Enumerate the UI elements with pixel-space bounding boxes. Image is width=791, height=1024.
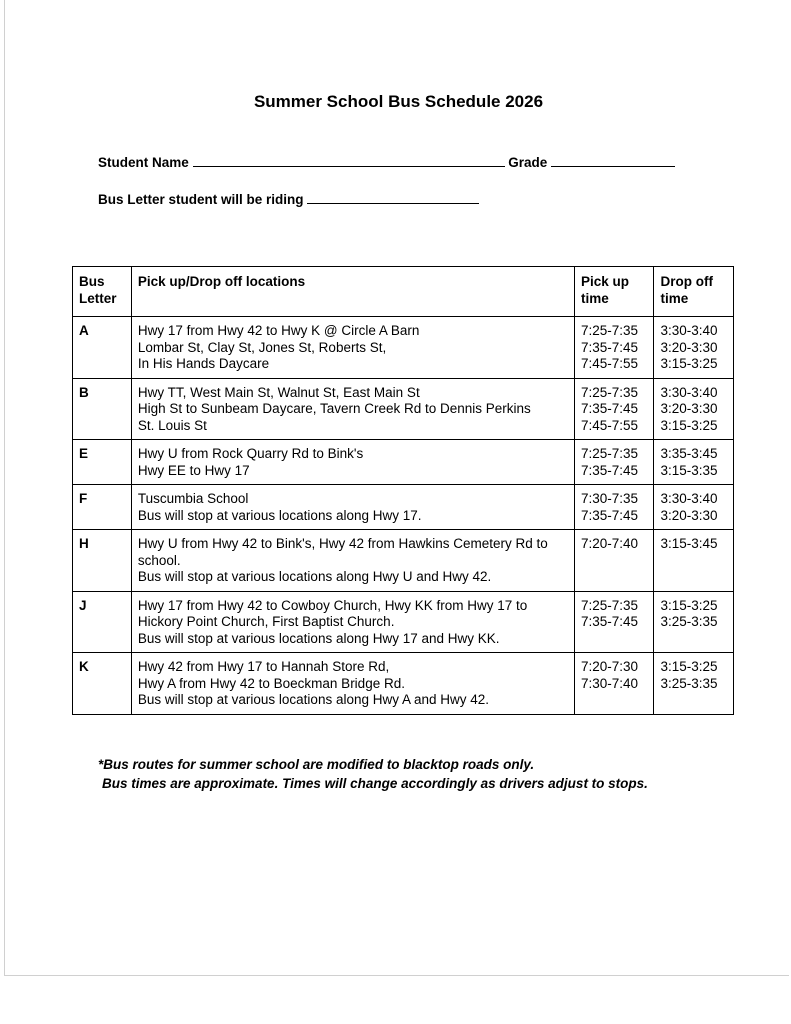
locations-cell: Hwy 17 from Hwy 42 to Cowboy Church, Hwy KK from Hwy 17 to Hickory Point Church, First Baptist Church. Bus will stop at various locations along Hwy 17 and Hwy KK. bbox=[131, 591, 574, 653]
bus-letter-cell: F bbox=[73, 485, 132, 530]
header-bus-letter: Bus Letter bbox=[73, 267, 132, 317]
locations-cell: Hwy 42 from Hwy 17 to Hannah Store Rd, Hwy A from Hwy 42 to Boeckman Bridge Rd. Bus will stop at various locations along Hwy A and Hwy 42. bbox=[131, 653, 574, 715]
header-pickup-time: Pick up time bbox=[574, 267, 654, 317]
table-row bbox=[73, 378, 734, 440]
document-title: Summer School Bus Schedule 2026 bbox=[253, 92, 544, 111]
bus-letter-cell: E bbox=[73, 440, 132, 485]
bus-letter-cell: J bbox=[73, 591, 132, 653]
schedule-table bbox=[72, 266, 734, 715]
bus-letter-label: Bus Letter student will be riding bbox=[98, 192, 304, 207]
student-name-label: Student Name bbox=[98, 155, 189, 170]
header-locations: Pick up/Drop off locations bbox=[131, 267, 574, 317]
pickup-cell: 7:25-7:35 7:35-7:45 7:45-7:55 bbox=[574, 378, 654, 440]
pickup-cell: 7:25-7:35 7:35-7:45 7:45-7:55 bbox=[574, 317, 654, 379]
locations-cell: Hwy 17 from Hwy 42 to Hwy K @ Circle A Barn Lombar St, Clay St, Jones St, Roberts St, In His Hands Daycare bbox=[131, 317, 574, 379]
student-name-blank[interactable] bbox=[193, 154, 505, 167]
pickup-cell: 7:25-7:35 7:35-7:45 bbox=[574, 591, 654, 653]
bus-letter-cell: B bbox=[73, 378, 132, 440]
bus-letter-line bbox=[98, 191, 479, 207]
footnotes bbox=[98, 755, 648, 793]
bus-letter-cell: K bbox=[73, 653, 132, 715]
locations-cell: Hwy TT, West Main St, Walnut St, East Main St High St to Sunbeam Daycare, Tavern Creek Rd to Dennis Perkins St. Louis St bbox=[131, 378, 574, 440]
table-row bbox=[73, 530, 734, 592]
grade-blank[interactable] bbox=[551, 154, 675, 167]
footnote-times: Bus times are approximate. Times will change accordingly as drivers adjust to stops. bbox=[102, 776, 648, 791]
pickup-cell: 7:25-7:35 7:35-7:45 bbox=[574, 440, 654, 485]
pickup-cell: 7:20-7:40 bbox=[574, 530, 654, 592]
locations-cell: Hwy U from Hwy 42 to Bink's, Hwy 42 from Hawkins Cemetery Rd to school. Bus will stop at various locations along Hwy U and Hwy 42. bbox=[131, 530, 574, 592]
dropoff-cell: 3:15-3:45 bbox=[654, 530, 734, 592]
table-row bbox=[73, 317, 734, 379]
footnote-blacktop: *Bus routes for summer school are modified to blacktop roads only. bbox=[98, 757, 535, 772]
dropoff-cell: 3:30-3:40 3:20-3:30 3:15-3:25 bbox=[654, 378, 734, 440]
bus-letter-blank[interactable] bbox=[307, 191, 479, 204]
student-info-line bbox=[98, 154, 675, 170]
dropoff-cell: 3:15-3:25 3:25-3:35 bbox=[654, 591, 734, 653]
table-row bbox=[73, 485, 734, 530]
pickup-cell: 7:20-7:30 7:30-7:40 bbox=[574, 653, 654, 715]
bus-letter-cell: H bbox=[73, 530, 132, 592]
dropoff-cell: 3:30-3:40 3:20-3:30 3:15-3:25 bbox=[654, 317, 734, 379]
header-dropoff-time: Drop off time bbox=[654, 267, 734, 317]
bus-letter-cell: A bbox=[73, 317, 132, 379]
table-row bbox=[73, 591, 734, 653]
locations-cell: Tuscumbia School Bus will stop at various locations along Hwy 17. bbox=[131, 485, 574, 530]
table-row bbox=[73, 440, 734, 485]
locations-cell: Hwy U from Rock Quarry Rd to Bink's Hwy EE to Hwy 17 bbox=[131, 440, 574, 485]
dropoff-cell: 3:30-3:40 3:20-3:30 bbox=[654, 485, 734, 530]
table-header-row bbox=[73, 267, 734, 317]
grade-label: Grade bbox=[508, 155, 548, 170]
dropoff-cell: 3:15-3:25 3:25-3:35 bbox=[654, 653, 734, 715]
pickup-cell: 7:30-7:35 7:35-7:45 bbox=[574, 485, 654, 530]
dropoff-cell: 3:35-3:45 3:15-3:35 bbox=[654, 440, 734, 485]
table-row bbox=[73, 653, 734, 715]
